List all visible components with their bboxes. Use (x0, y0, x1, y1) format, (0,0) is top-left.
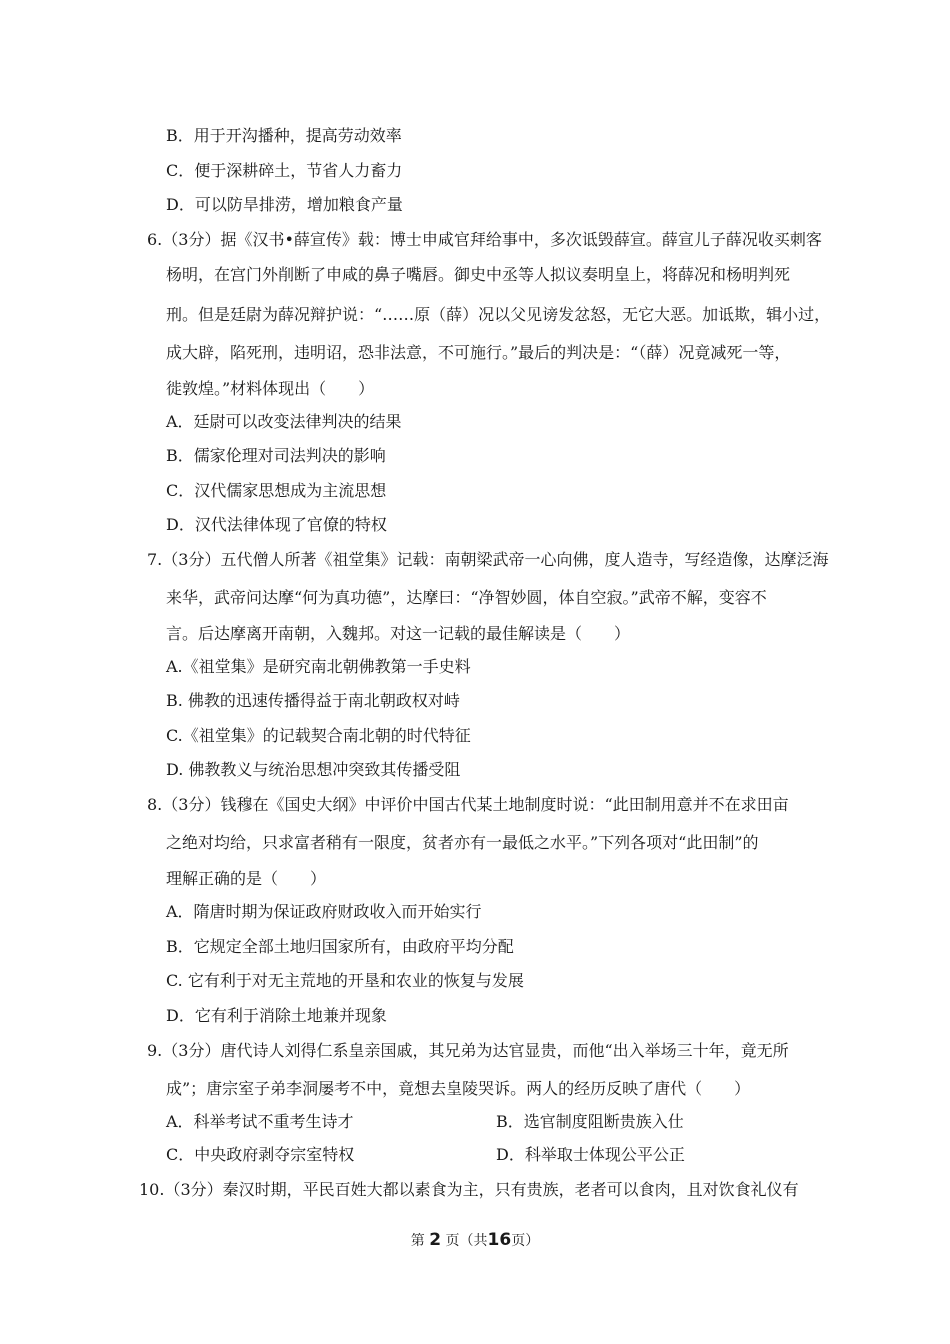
page-number: 2 (429, 1230, 442, 1250)
question-stem: 9.（3分）唐代诗人刘得仁系皇亲国戚，其兄弟为达官显贵，而他“出入举场三十年，竟无所 (147, 1041, 789, 1060)
option-text: D．科举取士体现公平公正 (496, 1145, 685, 1164)
option-text: D. 佛教教义与统治思想冲突致其传播受阻 (166, 760, 461, 779)
footer-suffix: 页） (511, 1233, 540, 1249)
question-stem: 成大辟，陷死刑，违明诏，恐非法意，不可施行。”最后的判决是：“（薛）况竟减死一等， (166, 343, 791, 362)
option-text: C. 它有利于对无主荒地的开垦和农业的恢复与发展 (166, 971, 524, 990)
footer-mid: 页（共 (445, 1233, 488, 1249)
option-text: C．汉代儒家思想成为主流思想 (166, 481, 387, 500)
option-text: D．汉代法律体现了官僚的特权 (166, 515, 387, 534)
option-text: D．可以防旱排涝，增加粮食产量 (166, 195, 403, 214)
question-stem: 刑。但是廷尉为薛况辩护说：“……原（薛）况以父见谤发忿怒，无它大恶。加诋欺，辑小过， (166, 305, 831, 324)
question-stem: 理解正确的是（ ） (166, 869, 327, 888)
question-stem: 徙敦煌。”材料体现出（ ） (166, 379, 375, 398)
option-text: C．便于深耕碎土，节省人力畜力 (166, 161, 403, 180)
question-stem: 来华，武帝问达摩“何为真功德”，达摩曰：“净智妙圆，体自空寂。”武帝不解，变容不 (166, 588, 767, 607)
option-text: A．隋唐时期为保证政府财政收入而开始实行 (166, 902, 482, 921)
option-text: B．用于开沟播种，提高劳动效率 (166, 126, 402, 145)
option-text: B．儒家伦理对司法判决的影响 (166, 446, 386, 465)
question-stem: 6.（3分）据《汉书•薛宣传》载：博士申咸官拜给事中，多次诋毁薛宣。薛宣儿子薛况收买刺客 (147, 230, 822, 249)
footer-prefix: 第 (410, 1233, 425, 1249)
option-text: B．它规定全部土地归国家所有，由政府平均分配 (166, 937, 514, 956)
total-pages: 16 (487, 1230, 512, 1250)
option-text: A．廷尉可以改变法律判决的结果 (166, 412, 402, 431)
option-text: D．它有利于消除土地兼并现象 (166, 1006, 387, 1025)
question-stem: 8.（3分）钱穆在《国史大纲》中评价中国古代某土地制度时说：“此田制用意并不在求田亩 (147, 795, 789, 814)
option-text: A.《祖堂集》是研究南北朝佛教第一手史料 (166, 657, 471, 676)
option-text: B. 佛教的迅速传播得益于南北朝政权对峙 (166, 691, 460, 710)
question-stem: 7.（3分）五代僧人所著《祖堂集》记载：南朝梁武帝一心向佛，度人造寺，写经造像，达摩泛海 (147, 550, 829, 569)
option-text: C.《祖堂集》的记载契合南北朝的时代特征 (166, 726, 471, 745)
option-text: C．中央政府剥夺宗室特权 (166, 1145, 355, 1164)
question-stem: 成”；唐宗室子弟李洞屡考不中，竟想去皇陵哭诉。两人的经历反映了唐代（ ） (166, 1079, 751, 1098)
question-stem: 杨明，在宫门外削断了申咸的鼻子嘴唇。御史中丞等人拟议奏明皇上，将薛况和杨明判死 (166, 265, 791, 284)
page-footer (0, 1230, 950, 1251)
question-stem: 10.（3分）秦汉时期，平民百姓大都以素食为主，只有贵族，老者可以食肉，且对饮食礼仪有 (139, 1180, 799, 1199)
option-text: B．选官制度阻断贵族入仕 (496, 1112, 684, 1131)
option-text: A．科举考试不重考生诗才 (166, 1112, 354, 1131)
question-stem: 之绝对均给，只求富者稍有一限度，贫者亦有一最低之水平。”下列各项对“此田制”的 (166, 833, 759, 852)
question-stem: 言。后达摩离开南朝，入魏邦。对这一记载的最佳解读是（ ） (166, 624, 631, 643)
